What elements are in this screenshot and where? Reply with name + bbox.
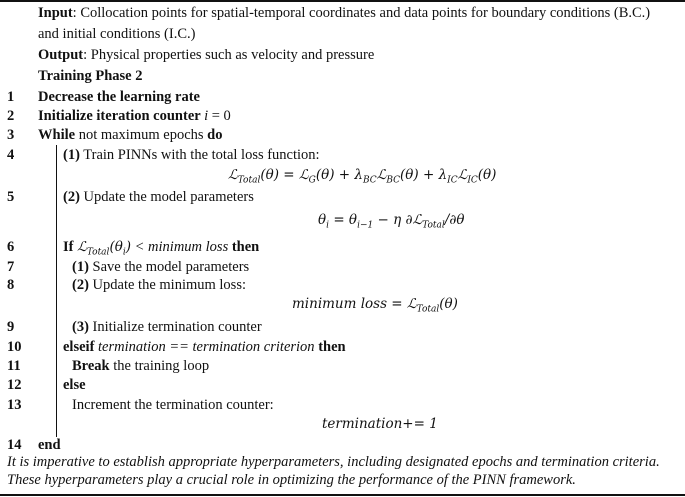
block-bar [56,145,57,437]
line-text: Train PINNs with the total loss function: [79,147,320,163]
condition: termination == termination criterion [98,339,315,355]
line-text: Increment the termination counter: [72,397,274,413]
keyword-else: else [63,377,86,393]
var-i: i [204,108,209,124]
line-number: 4 [7,147,15,163]
line-number: 11 [7,358,21,374]
input-text-2: and initial conditions (I.C.) [38,26,196,42]
line-text: Save the model parameters [88,259,250,275]
line-number: 8 [7,277,15,293]
minloss-formula: minimum loss = ℒ$_{Total}$(θ) [292,296,458,315]
algorithm-box: Input: Collocation points for spatial-temporal coordinates and data points for boundary conditions (B.C.) and initial conditions (I.C.) Output: Physical properties such as velocity and pressure Training Phase 2 1 Decrease the learning rate 2 Initialize iteration counter i = 0 3 While not maximum epochs do 4 (1) Train PINNs with the total loss function: ℒ$_{Total}$(θ) = ℒ$_G$(θ) + $\lambda_{BC}ℒ_{BC}(\theta)$ + $\lambda_{IC}ℒ_{IC}(\theta)$ 5 (2) Update the model parameters $\theta_i = \theta_{i-1} - \eta$ ∂ℒ$_{Total}$/∂θ 6 If $ℒ_{Total}(\theta_i)$ < minimum loss then 7 (1) Save the model parameters 8 (2) Update the minimum loss: minimum loss = ℒ$_{Total}$(θ) 9 (3) Initialize termination counter 10 elseif termination == termination criterion then 11 Break the training loop 12 else 13 Increment the termination counter: termination+= 1 14 end It is imperative to establish appropriate hyperparameters, including designated epochs and termination criteria. These hyperparameters play a crucial role in optimizing the performance of the PINN framework. [0,0,685,497]
step-label: (1) [72,259,89,275]
bottom-rule [0,494,685,496]
line-text: Initialize termination counter [88,319,262,335]
line-number: 7 [7,259,15,275]
line-number: 1 [7,89,15,105]
top-rule [0,0,685,2]
line-number: 10 [7,339,22,355]
line-number: 14 [7,437,22,453]
keyword-do: do [207,127,223,143]
loss-formula: ℒ$_{Total}$(θ) = ℒ$_G$(θ) + $\lambda_{BC}ℒ_{BC}(\theta)$ + $\lambda_{IC}ℒ_{IC}(\theta)$ [228,167,497,186]
keyword-elseif: elseif [63,339,99,355]
caption-line-2: These hyperparameters play a crucial role in optimizing the performance of the PINN framework. [7,472,576,488]
step-label: (3) [72,319,89,335]
step-label: (2) [72,277,89,293]
keyword-then: then [228,239,260,255]
update-formula: $\theta_i = \theta_{i-1} - \eta$ ∂ℒ$_{Total}$/∂θ [318,212,465,231]
line-text: Decrease the learning rate [38,89,200,105]
line-number: 12 [7,377,22,393]
output-text: : Physical properties such as velocity and pressure [83,47,375,63]
line-number: 2 [7,108,15,124]
line-text: Update the model parameters [79,189,254,205]
line-number: 5 [7,189,15,205]
keyword-if: If [63,239,78,255]
line-number: 3 [7,127,15,143]
line-text-rest: = 0 [208,108,231,124]
input-text: : Collocation points for spatial-temporal coordinates and data points for boundary conditions (B.C.) [72,5,651,21]
line-text: Update the minimum loss: [88,277,246,293]
line-number: 13 [7,397,22,413]
input-label: Input [38,5,73,21]
keyword-end: end [38,437,61,453]
line-number: 9 [7,319,15,335]
keyword-break: Break [72,358,110,374]
step-label: (1) [63,147,80,163]
termination-formula: termination+= 1 [322,416,438,432]
line-text: Initialize iteration counter [38,108,205,124]
output-label: Output [38,47,84,63]
phase-title: Training Phase 2 [38,68,143,84]
keyword-then: then [314,339,346,355]
line-text: the training loop [109,358,210,374]
line-number: 6 [7,239,15,255]
keyword-while: While [38,127,76,143]
caption-line-1: It is imperative to establish appropriate hyperparameters, including designated epochs and termination criteria. [7,454,660,470]
step-label: (2) [63,189,80,205]
condition: < minimum loss [134,239,229,255]
line-text: not maximum epochs [75,127,208,143]
